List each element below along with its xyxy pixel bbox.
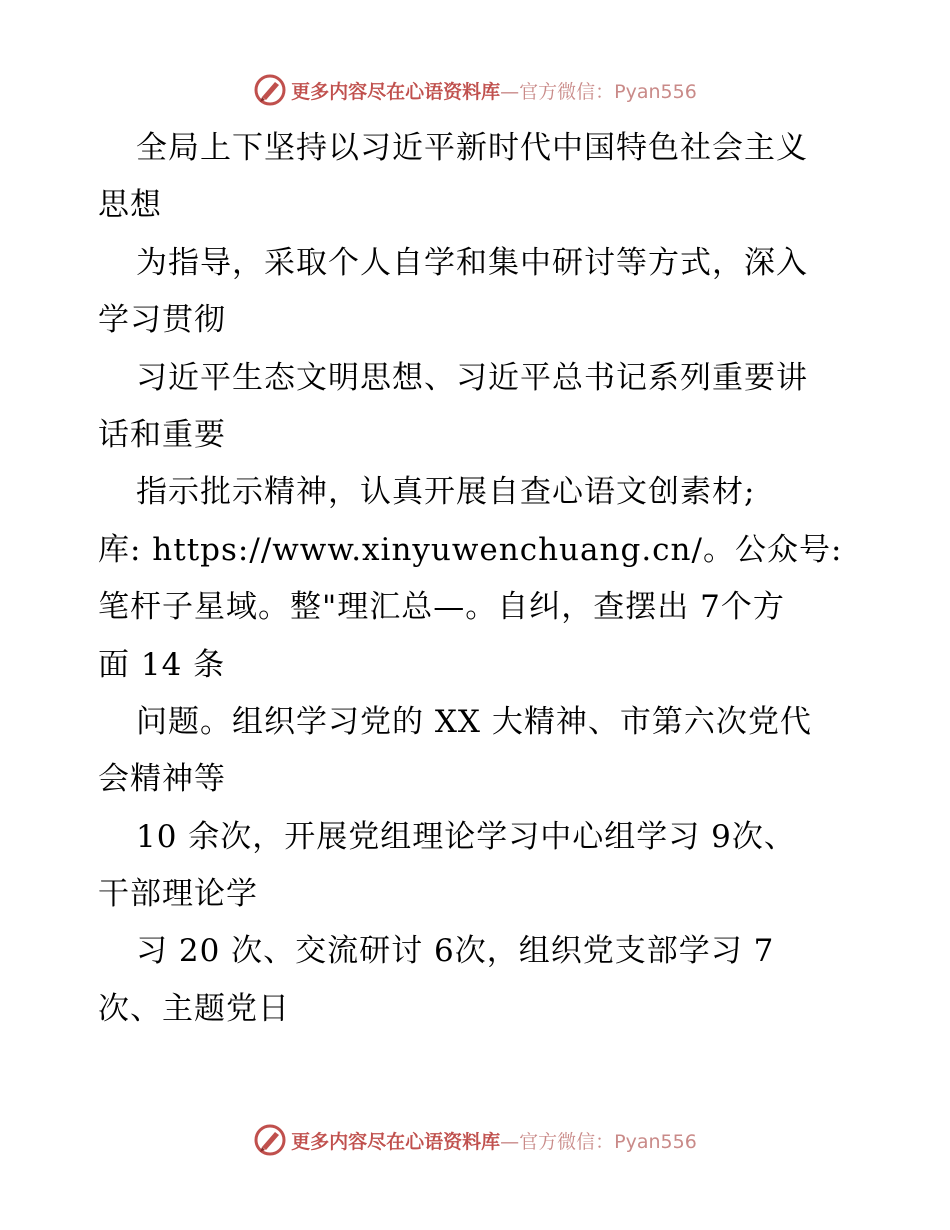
body-line: 笔杆子星域。整"理汇总—。自纠，查摆出 7个方	[98, 589, 785, 626]
body-line: 会精神等	[98, 761, 226, 798]
body-line: 习近平生态文明思想、习近平总书记系列重要讲	[136, 359, 808, 396]
banner-text	[291, 1127, 697, 1154]
body-line: 思想	[98, 187, 162, 224]
body-line: 全局上下坚持以习近平新时代中国特色社会主义	[136, 130, 808, 166]
banner-main: 更多内容尽在心语资料库	[291, 80, 501, 103]
header-banner	[0, 70, 950, 110]
pen-circle-logo-icon	[253, 1123, 287, 1157]
body-line: 干部理论学	[98, 876, 258, 913]
banner-separator: —	[500, 80, 520, 103]
footer-banner	[0, 1120, 950, 1160]
body-line: 指示批示精神，认真开展自查心语文创素材;	[136, 474, 756, 511]
pen-circle-logo-icon	[253, 73, 287, 107]
banner-contact: 官方微信：Pyan556	[519, 1130, 697, 1153]
body-line: 次、主题党日	[98, 990, 290, 1027]
body-line: 学习贯彻	[98, 302, 226, 339]
body-line: 面 14 条	[98, 646, 226, 683]
banner-contact: 官方微信：Pyan556	[519, 80, 697, 103]
body-line: 库: https://www.xinyuwenchuang.cn/。公众号:	[98, 531, 843, 568]
document-body	[98, 120, 858, 1038]
banner-text	[291, 77, 697, 104]
body-line: 习 20 次、交流研讨 6次，组织党支部学习 7	[136, 933, 775, 970]
body-line: 为指导，采取个人自学和集中研讨等方式，深入	[136, 244, 808, 281]
body-line: 话和重要	[98, 416, 226, 453]
banner-main: 更多内容尽在心语资料库	[291, 1130, 501, 1153]
body-line: 10 余次，开展党组理论学习中心组学习 9次、	[136, 818, 796, 855]
banner-separator: —	[500, 1130, 520, 1153]
body-line: 问题。组织学习党的 XX 大精神、市第六次党代	[136, 703, 812, 740]
